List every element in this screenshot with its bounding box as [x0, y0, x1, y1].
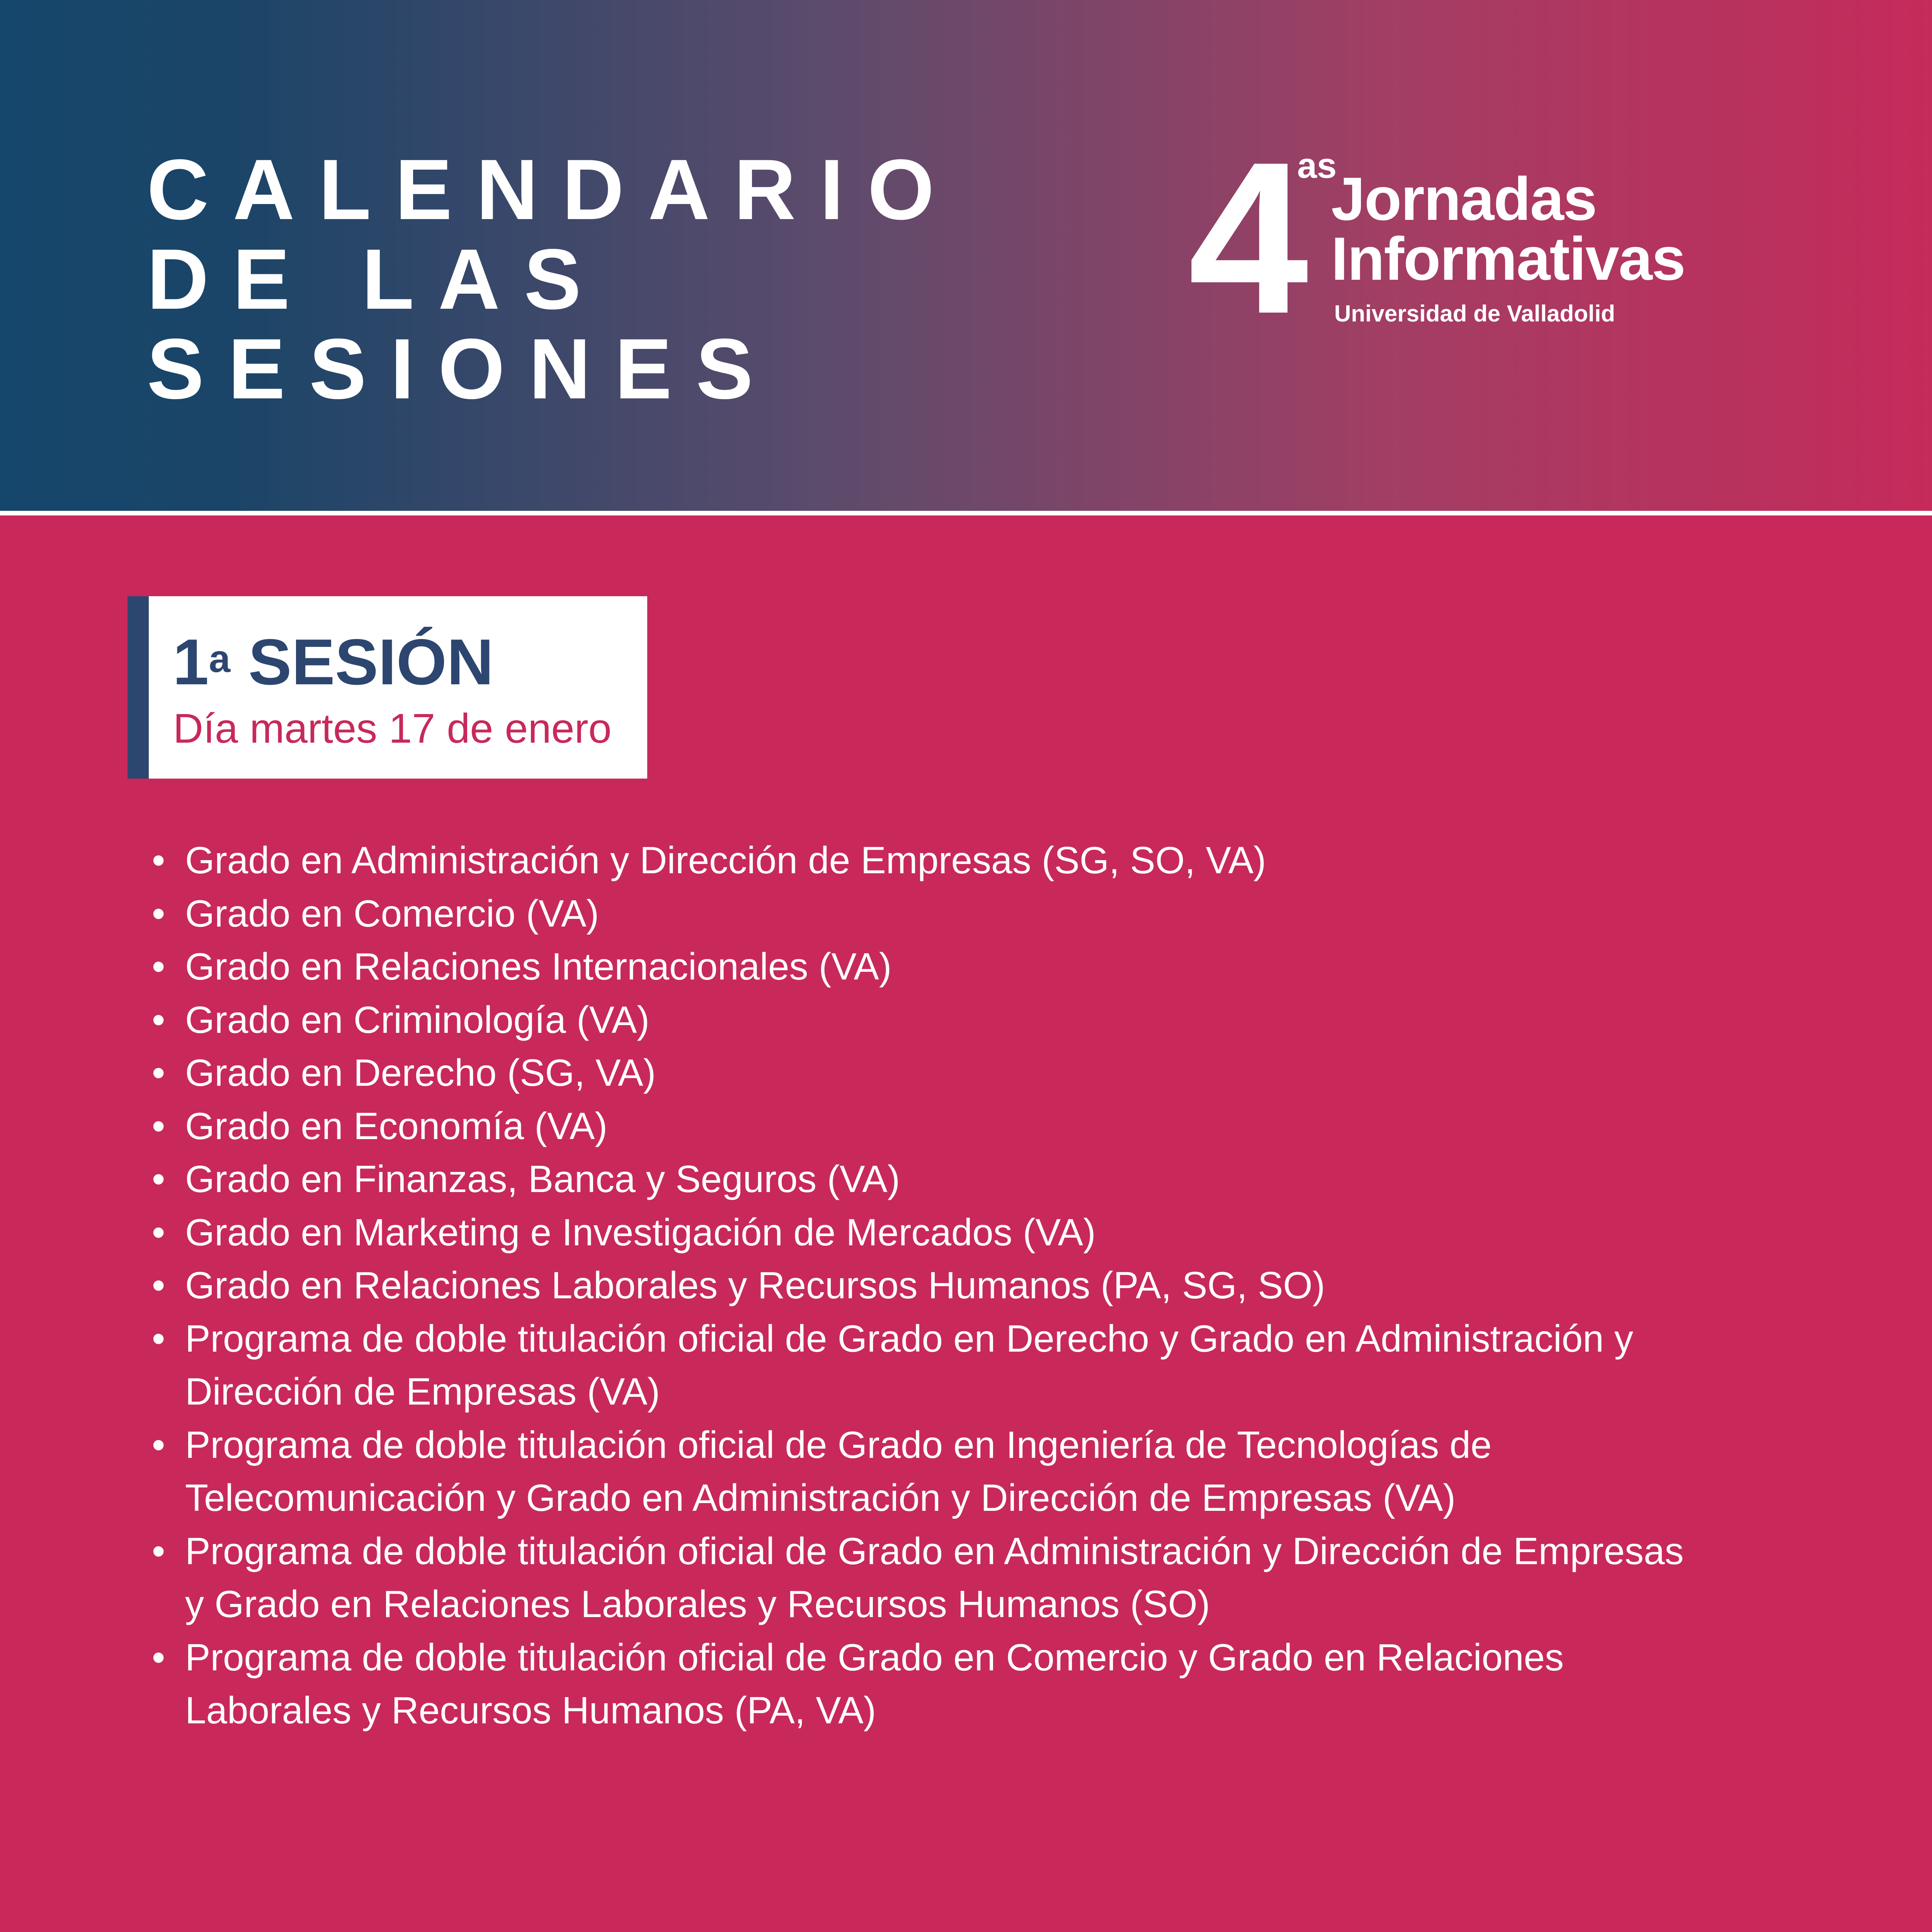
page-title-line: CALENDARIO — [147, 142, 958, 238]
degree-item — [149, 1046, 1868, 1100]
bullet-icon: • — [152, 1264, 165, 1306]
bullet-icon: • — [152, 892, 165, 935]
degree-item-line: Grado en Administración y Dirección de Empresas (SG, SO, VA) — [185, 839, 1266, 881]
degree-list — [149, 834, 1868, 1737]
bullet-icon: • — [152, 1529, 165, 1572]
degree-item-line: Telecomunicación y Grado en Administración y Dirección de Empresas (VA) — [185, 1476, 1456, 1519]
degree-item-line: Programa de doble titulación oficial de Grado en Administración y Dirección de Empresas — [185, 1529, 1684, 1572]
degree-item-line: Dirección de Empresas (VA) — [185, 1370, 660, 1413]
degree-item — [149, 1100, 1868, 1153]
page-title-line: SESIONES — [147, 321, 777, 417]
session-title — [173, 628, 494, 696]
degree-item — [149, 887, 1868, 940]
degree-item-line: Programa de doble titulación oficial de Grado en Ingeniería de Tecnologías de — [185, 1423, 1492, 1466]
degree-item — [149, 1259, 1868, 1312]
degree-item — [149, 1418, 1868, 1525]
session-accent-bar — [128, 596, 149, 779]
session-word: SESIÓN — [248, 626, 494, 698]
session-date: Día martes 17 de enero — [173, 705, 612, 752]
bullet-icon: • — [152, 998, 165, 1041]
session-number: 1 — [173, 626, 209, 698]
degree-item-line: Grado en Relaciones Internacionales (VA) — [185, 945, 892, 988]
degree-item — [149, 993, 1868, 1047]
jornadas-logo — [1188, 117, 1791, 359]
logo-subtitle: Universidad de Valladolid — [1334, 301, 1615, 327]
bullet-icon: • — [152, 945, 165, 988]
session-card — [128, 596, 647, 779]
degree-item-line: Grado en Criminología (VA) — [185, 998, 650, 1041]
bullet-icon: • — [152, 1423, 165, 1466]
degree-item — [149, 1206, 1868, 1259]
header-banner — [0, 0, 1932, 511]
bullet-icon: • — [152, 839, 165, 881]
degree-item — [149, 834, 1868, 887]
degree-item — [149, 1312, 1868, 1418]
bullet-icon: • — [152, 1317, 165, 1360]
degree-item — [149, 940, 1868, 993]
bullet-icon: • — [152, 1636, 165, 1679]
page-title — [147, 142, 958, 417]
degree-item-line: Programa de doble titulación oficial de Grado en Derecho y Grado en Administración y — [185, 1317, 1633, 1360]
bullet-icon: • — [152, 1051, 165, 1094]
degree-item-line: Grado en Comercio (VA) — [185, 892, 599, 935]
bullet-icon: • — [152, 1211, 165, 1253]
degree-item — [149, 1153, 1868, 1206]
degree-item-line: Grado en Finanzas, Banca y Seguros (VA) — [185, 1158, 900, 1200]
logo-line-jornadas: Jornadas — [1331, 165, 1597, 233]
degree-item — [149, 1525, 1868, 1631]
degree-item-line: y Grado en Relaciones Laborales y Recursos Humanos (SO) — [185, 1583, 1210, 1625]
bullet-icon: • — [152, 1104, 165, 1147]
logo-line-informativas: Informativas — [1331, 225, 1685, 293]
header-divider — [0, 511, 1932, 515]
degree-item-line: Grado en Relaciones Laborales y Recursos Humanos (PA, SG, SO) — [185, 1264, 1325, 1306]
degree-item-line: Grado en Economía (VA) — [185, 1104, 608, 1147]
logo-superscript: as — [1297, 146, 1337, 185]
degree-item — [149, 1631, 1868, 1737]
bullet-icon: • — [152, 1158, 165, 1200]
degree-item-line: Programa de doble titulación oficial de Grado en Comercio y Grado en Relaciones — [185, 1636, 1564, 1679]
degree-item-line: Laborales y Recursos Humanos (PA, VA) — [185, 1689, 876, 1731]
degree-item-line: Grado en Derecho (SG, VA) — [185, 1051, 656, 1094]
logo-number: 4 — [1188, 117, 1305, 359]
page-title-line: DE LAS — [147, 231, 605, 327]
session-ordinal: a — [209, 637, 231, 680]
degree-item-line: Grado en Marketing e Investigación de Mercados (VA) — [185, 1211, 1096, 1253]
